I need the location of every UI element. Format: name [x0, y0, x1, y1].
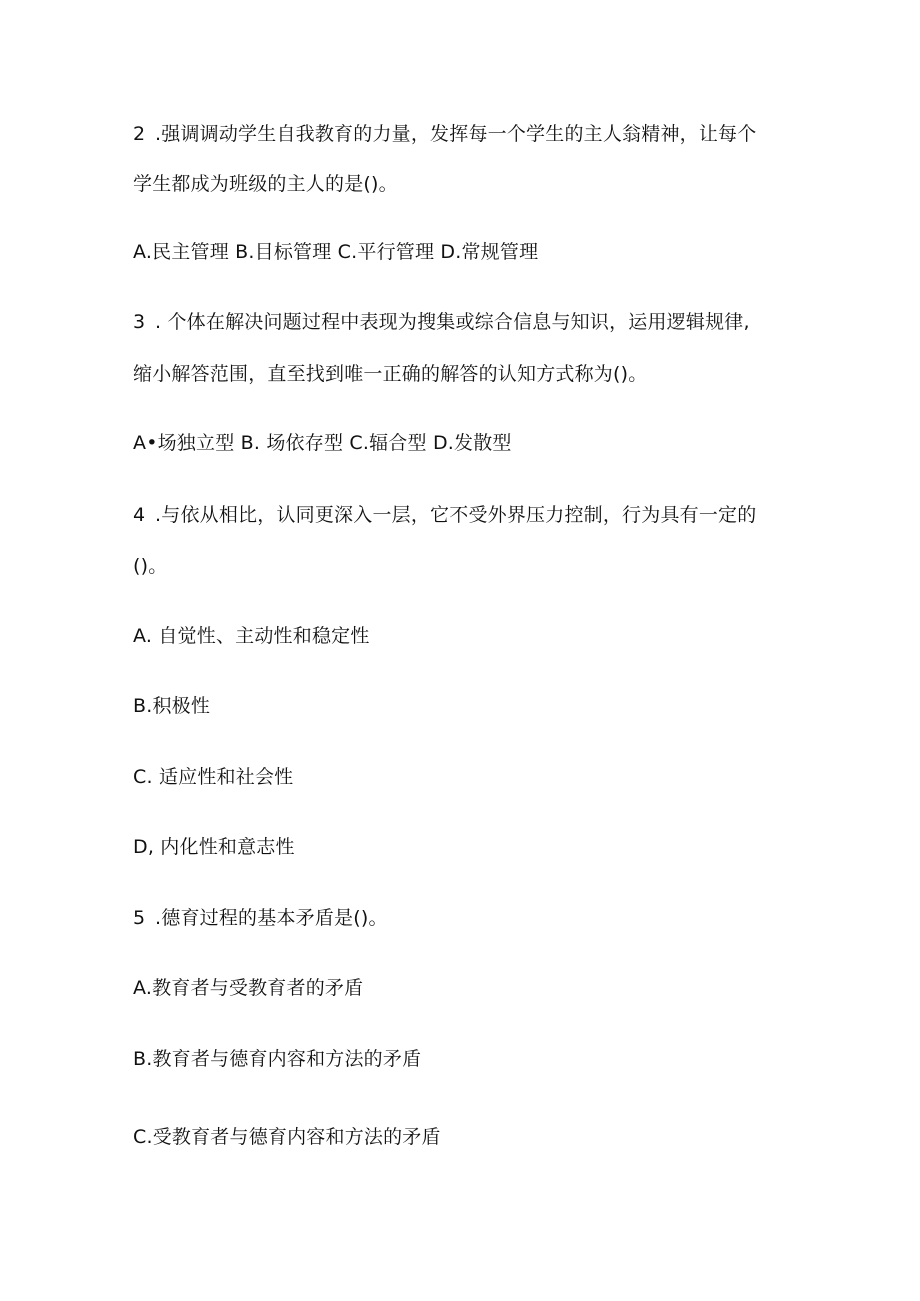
question-2-number: 2 — [133, 123, 146, 145]
question-4-option-c: C. 适应性和社会性 — [133, 766, 294, 788]
question-2-text: .强调调动学生自我教育的力量，发挥每一个学生的主人翁精神，让每个 — [155, 123, 757, 145]
question-3-stem-line-2: 缩小解答范围，直至找到唯一正确的解答的认知方式称为()。 — [133, 363, 648, 385]
question-5-option-b: B.教育者与德育内容和方法的矛盾 — [133, 1048, 422, 1070]
question-3-text: . 个体在解决问题过程中表现为搜集或综合信息与知识，运用逻辑规律, — [155, 311, 750, 333]
question-2-stem-line-2: 学生都成为班级的主人的是()。 — [133, 173, 398, 195]
question-4-stem-line-1 — [133, 502, 756, 528]
question-5-stem — [133, 905, 388, 931]
question-4-number: 4 — [133, 504, 146, 526]
question-4-stem-line-2: ()。 — [133, 555, 168, 577]
question-3-stem-line-1 — [133, 309, 750, 335]
question-5-number: 5 — [133, 907, 146, 929]
question-4-option-b: B.积极性 — [133, 695, 211, 717]
question-2-options: A.民主管理 B.目标管理 C.平行管理 D.常规管理 — [133, 241, 539, 263]
question-5-option-c: C.受教育者与德育内容和方法的矛盾 — [133, 1126, 441, 1148]
question-3-options: A•场独立型 B. 场依存型 C.辐合型 D.发散型 — [133, 432, 512, 454]
question-4-text: .与依从相比，认同更深入一层，它不受外界压力控制，行为具有一定的 — [155, 504, 757, 526]
question-5-text: .德育过程的基本矛盾是()。 — [155, 907, 388, 929]
question-3-number: 3 — [133, 311, 146, 333]
question-4-option-a: A. 自觉性、主动性和稳定性 — [133, 625, 370, 647]
question-2-stem-line-1 — [133, 121, 756, 147]
question-5-option-a: A.教育者与受教育者的矛盾 — [133, 977, 364, 999]
question-4-option-d: D, 内化性和意志性 — [133, 836, 295, 858]
